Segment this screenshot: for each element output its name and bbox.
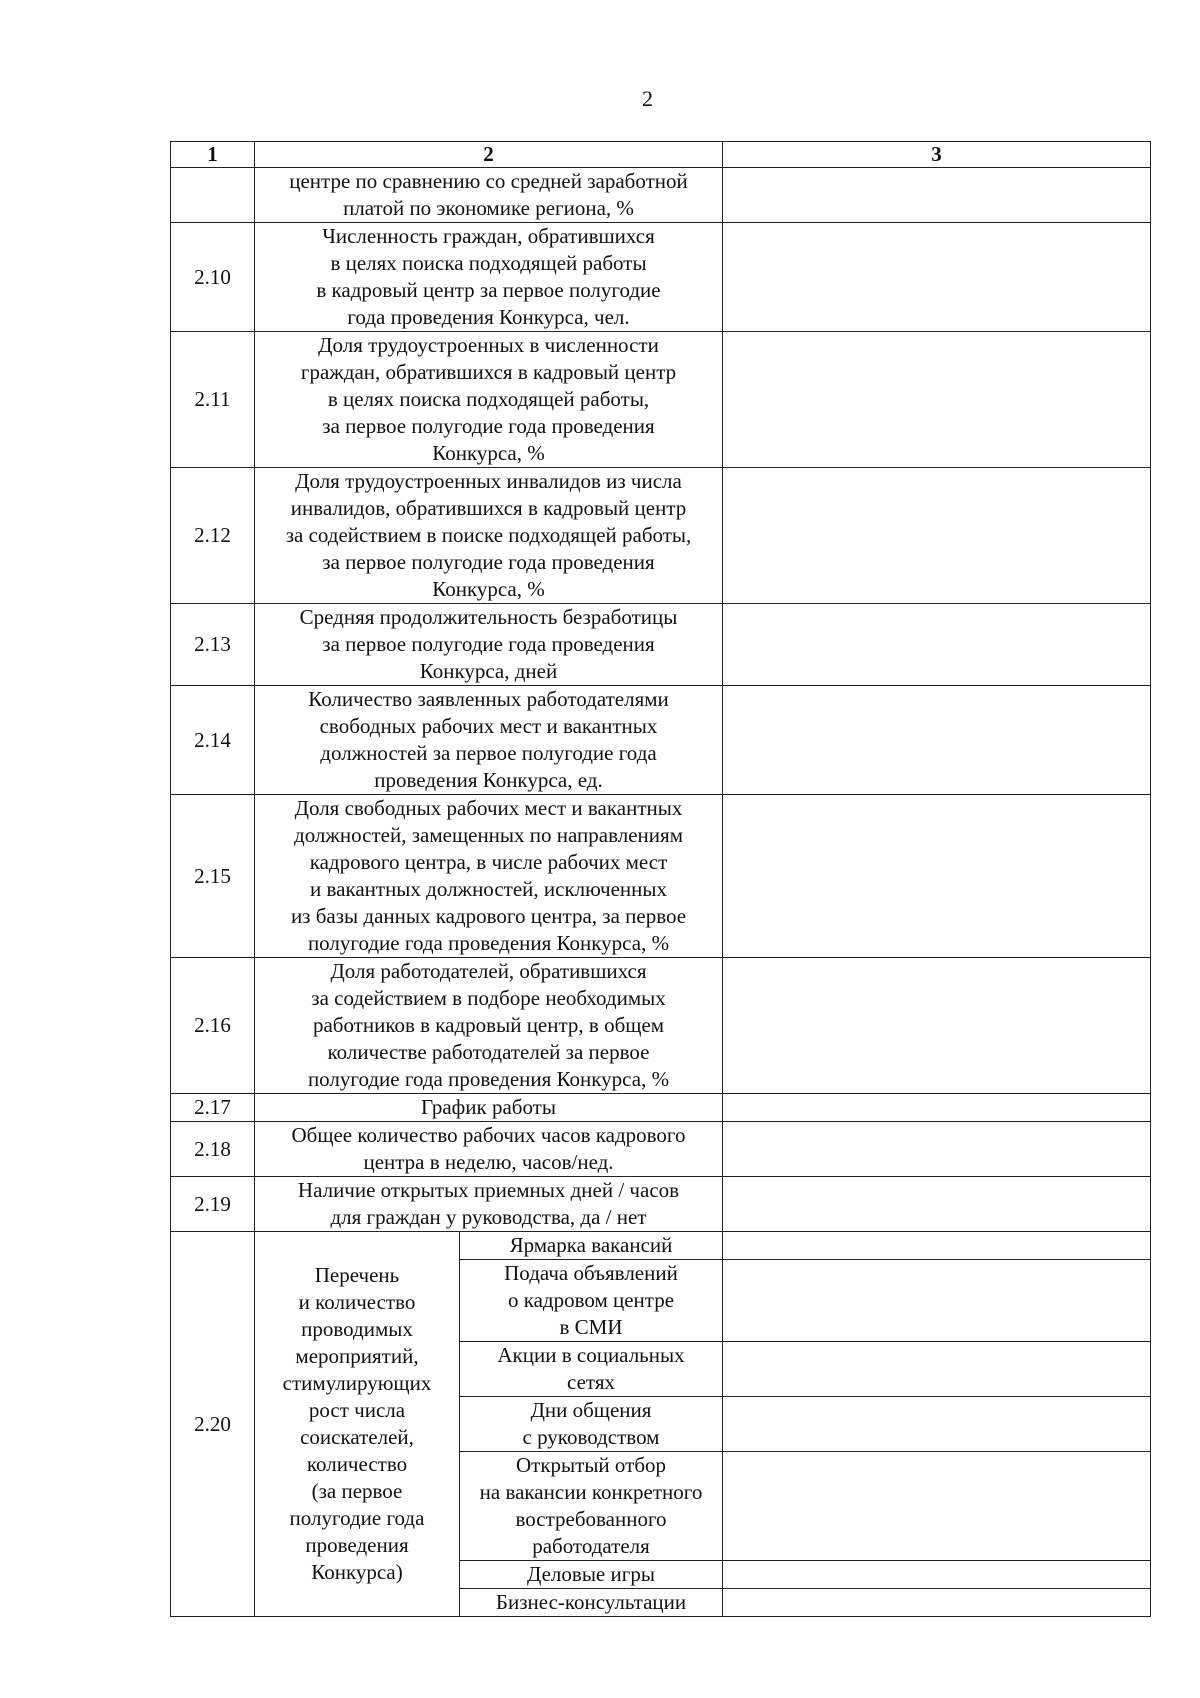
row-indicator-text: Общее количество рабочих часов кадрового центра в неделю, часов/нед. [255, 1122, 723, 1177]
group-item-value-cell[interactable] [723, 1452, 1151, 1561]
group-item-value-cell[interactable] [723, 1561, 1151, 1589]
row-number: 2.16 [171, 958, 255, 1094]
group-item-label: Бизнес-консультации [460, 1589, 723, 1617]
group-item-label: Деловые игры [460, 1561, 723, 1589]
row-value-cell[interactable] [723, 468, 1151, 604]
group-number: 2.20 [171, 1232, 255, 1617]
group-label: Перечень и количество проводимых мероприятий, стимулирующих рост числа соискателей, количество (за первое полугодие года проведения Конкурса) [255, 1232, 460, 1617]
page-number: 2 [642, 86, 653, 111]
indicators-table [170, 141, 1151, 1617]
row-value-cell[interactable] [723, 1177, 1151, 1232]
table-row [171, 1177, 1151, 1232]
table-row [171, 795, 1151, 958]
group-item-label: Дни общения с руководством [460, 1397, 723, 1452]
table-row [171, 468, 1151, 604]
row-indicator-text: Доля работодателей, обратившихся за содействием в подборе необходимых работников в кадровый центр, в общем количестве работодателей за первое полугодие года проведения Конкурса, % [255, 958, 723, 1094]
row-value-cell[interactable] [723, 332, 1151, 468]
row-indicator-text: центре по сравнению со средней заработной платой по экономике региона, % [255, 168, 723, 223]
row-value-cell[interactable] [723, 795, 1151, 958]
row-number: 2.17 [171, 1094, 255, 1122]
group-item-label: Открытый отбор на вакансии конкретного востребованного работодателя [460, 1452, 723, 1561]
group-item-value-cell[interactable] [723, 1260, 1151, 1342]
row-value-cell[interactable] [723, 1094, 1151, 1122]
group-item-label: Акции в социальных сетях [460, 1342, 723, 1397]
table-row [171, 686, 1151, 795]
row-number: 2.13 [171, 604, 255, 686]
continuation-row [171, 168, 1151, 223]
row-number: 2.12 [171, 468, 255, 604]
table-row [171, 223, 1151, 332]
table-row [171, 332, 1151, 468]
header-col-3: 3 [723, 142, 1151, 168]
group-item-label: Подача объявлений о кадровом центре в СМИ [460, 1260, 723, 1342]
header-col-2: 2 [255, 142, 723, 168]
row-value-cell[interactable] [723, 168, 1151, 223]
row-value-cell[interactable] [723, 958, 1151, 1094]
table-header-row [171, 142, 1151, 168]
table-row [171, 1122, 1151, 1177]
group-item-value-cell[interactable] [723, 1397, 1151, 1452]
row-number: 2.15 [171, 795, 255, 958]
row-number: 2.14 [171, 686, 255, 795]
group-item-row [171, 1232, 1151, 1260]
table-row [171, 1094, 1151, 1122]
table-row [171, 958, 1151, 1094]
row-indicator-text: Количество заявленных работодателями свободных рабочих мест и вакантных должностей за первое полугодие года проведения Конкурса, ед. [255, 686, 723, 795]
group-item-value-cell[interactable] [723, 1232, 1151, 1260]
row-number: 2.18 [171, 1122, 255, 1177]
row-value-cell[interactable] [723, 1122, 1151, 1177]
row-indicator-text: Средняя продолжительность безработицы за первое полугодие года проведения Конкурса, дней [255, 604, 723, 686]
row-value-cell[interactable] [723, 223, 1151, 332]
row-number: 2.19 [171, 1177, 255, 1232]
row-indicator-text: Наличие открытых приемных дней / часов для граждан у руководства, да / нет [255, 1177, 723, 1232]
group-item-label: Ярмарка вакансий [460, 1232, 723, 1260]
group-item-value-cell[interactable] [723, 1342, 1151, 1397]
row-indicator-text: Доля свободных рабочих мест и вакантных должностей, замещенных по направлениям кадрового центра, в числе рабочих мест и вакантных должностей, исключенных из базы данных кадрового центра, за первое полугодие года проведения Конкурса, % [255, 795, 723, 958]
table-row [171, 604, 1151, 686]
row-number: 2.11 [171, 332, 255, 468]
row-number [171, 168, 255, 223]
row-indicator-text: Доля трудоустроенных инвалидов из числа инвалидов, обратившихся в кадровый центр за содействием в поиске подходящей работы, за первое полугодие года проведения Конкурса, % [255, 468, 723, 604]
group-item-value-cell[interactable] [723, 1589, 1151, 1617]
row-value-cell[interactable] [723, 604, 1151, 686]
row-indicator-text: Численность граждан, обратившихся в целях поиска подходящей работы в кадровый центр за первое полугодие года проведения Конкурса, чел. [255, 223, 723, 332]
row-number: 2.10 [171, 223, 255, 332]
header-col-1: 1 [171, 142, 255, 168]
row-value-cell[interactable] [723, 686, 1151, 795]
row-indicator-text: Доля трудоустроенных в численности граждан, обратившихся в кадровый центр в целях поиска подходящей работы, за первое полугодие года проведения Конкурса, % [255, 332, 723, 468]
row-indicator-text: График работы [255, 1094, 723, 1122]
